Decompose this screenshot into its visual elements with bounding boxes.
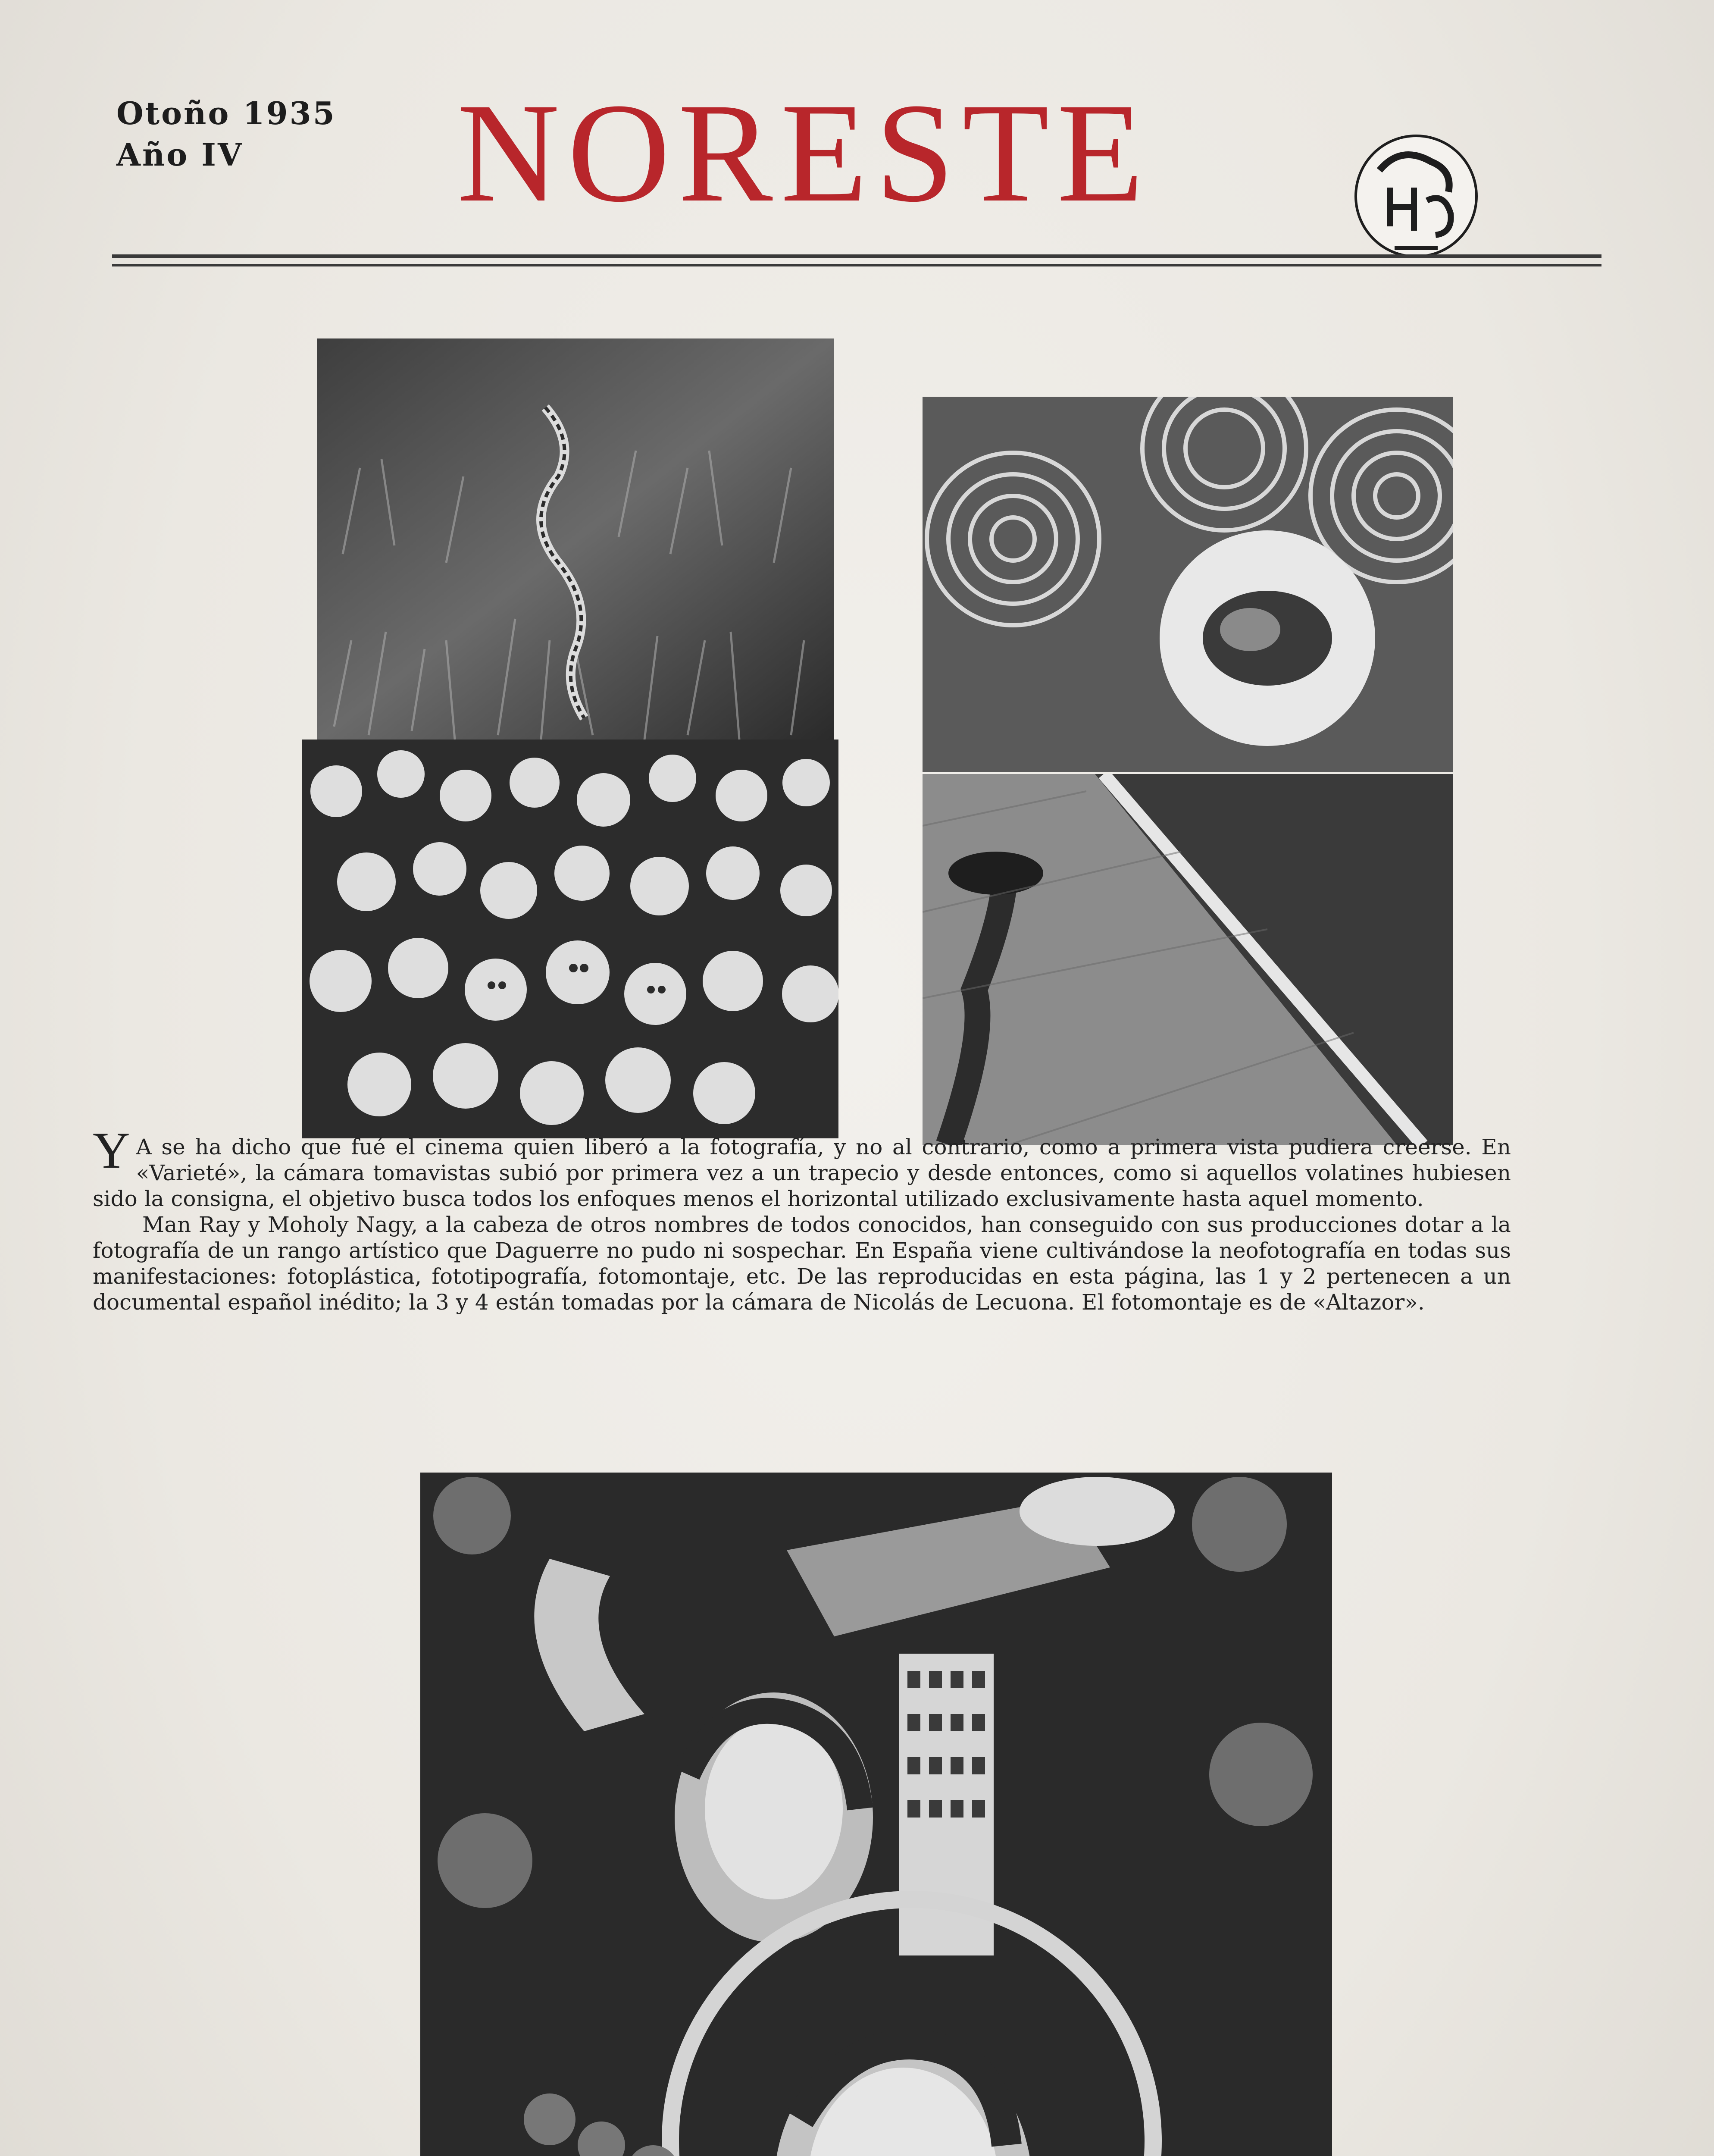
masthead-rule-bottom — [112, 264, 1601, 266]
article-paragraph-1: Y A se ha dicho que fué el cinema quien liberó a la fotografía, y no al contrario, como a primera vista pudiera creerse. En «Varieté», la cámara tomavistas subió por primera vez a un trapecio y desde entonces, como si aquellos volatines hubiesen sido la consigna, el objetivo busca todos los enfoques menos el horizontal utilizado exclusivamente hasta aquel momento. — [93, 1122, 1511, 1211]
issue-info — [116, 93, 336, 175]
article-paragraph-2: Man Ray y Moholy Nagy, a la cabeza de otros nombres de todos conocidos, han conseguido con sus producciones dotar a la fotografía de un rango artístico que Daguerre no pudo ni sospechar. En España viene cultivándose la neofotografía en todas sus manifestaciones: fotoplástica, fototipografía, fotomontaje, etc. De las reproducidas en esta página, las 1 y 2 pertenecen a un documental español inédito; la 3 y 4 están tomadas por la cámara de Nicolás de Lecuona. El fotomontaje es de «Altazor». — [93, 1212, 1511, 1315]
photo-reels-plate — [923, 397, 1453, 772]
noreste-logo-icon — [1349, 127, 1483, 270]
photo-grass-snake — [317, 338, 834, 742]
masthead-rule-top — [112, 254, 1601, 258]
magazine-title: NORESTE — [457, 74, 1151, 232]
dropcap: Y — [93, 1122, 130, 1179]
photomontage — [420, 1473, 1332, 2156]
issue-season: Otoño 1935 — [116, 95, 336, 132]
issue-year: Año IV — [116, 136, 244, 173]
photo-children-crowd — [302, 740, 838, 1138]
article-text — [93, 1122, 1511, 1315]
photo-road-shadow — [923, 774, 1453, 1145]
